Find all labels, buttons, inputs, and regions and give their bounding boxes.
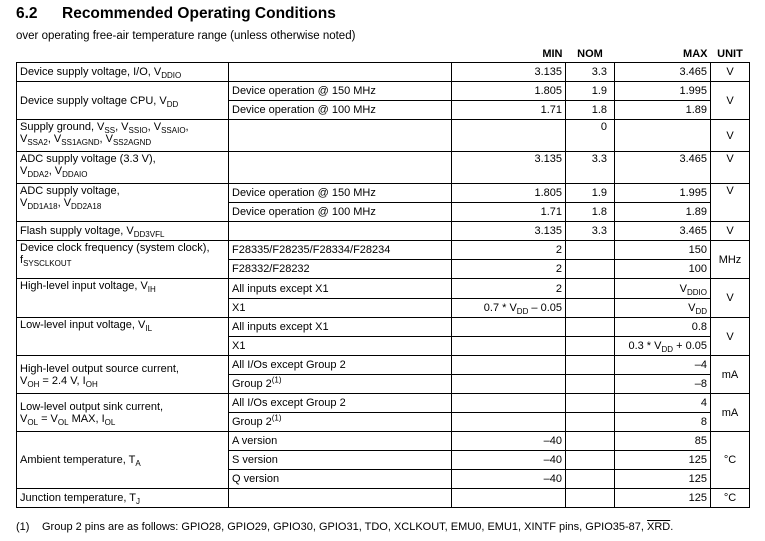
max-cell: 1.995: [615, 184, 711, 203]
max-cell: 3.465: [615, 222, 711, 241]
unit-cell: °C: [711, 432, 750, 489]
header-min: MIN: [452, 46, 566, 63]
max-cell: 1.89: [615, 101, 711, 120]
min-cell: [452, 375, 566, 394]
param-vddio: Device supply voltage, I/O, $V_{DDIO}$: [17, 63, 229, 82]
min-cell: 1.805: [452, 82, 566, 101]
unit-cell: V: [711, 152, 750, 184]
nom-cell: 3.3: [566, 152, 615, 184]
max-cell: 1.89: [615, 203, 711, 222]
max-cell: [615, 120, 711, 152]
min-cell: [452, 489, 566, 508]
param-ta: Ambient temperature, $T_A$: [17, 432, 229, 489]
min-cell: 2: [452, 260, 566, 279]
max-cell: $V_{DD}$: [615, 299, 711, 318]
condition-cell: Device operation @ 100 MHz: [229, 203, 452, 222]
max-cell: 85: [615, 432, 711, 451]
param-vih: High-level input voltage, $V_{IH}$: [17, 279, 229, 318]
condition-cell: [229, 120, 452, 152]
unit-cell: V: [711, 222, 750, 241]
condition-cell: Group 2$^{(1)}$: [229, 413, 452, 432]
nom-cell: [566, 260, 615, 279]
nom-cell: [566, 299, 615, 318]
table-row: [17, 318, 750, 337]
nom-cell: 0: [566, 120, 615, 152]
condition-cell: Device operation @ 100 MHz: [229, 101, 452, 120]
table-row: [17, 241, 750, 260]
max-cell: 3.465: [615, 152, 711, 184]
min-cell: 1.805: [452, 184, 566, 203]
condition-cell: All I/Os except Group 2: [229, 394, 452, 413]
nom-cell: [566, 337, 615, 356]
max-cell: $V_{DDIO}$: [615, 279, 711, 299]
max-cell: –4: [615, 356, 711, 375]
nom-cell: 3.3: [566, 63, 615, 82]
min-cell: 1.71: [452, 203, 566, 222]
condition-cell: F28332/F28232: [229, 260, 452, 279]
max-cell: 8: [615, 413, 711, 432]
footnote-text: Group 2 pins are as follows: GPIO28, GPIO29, GPIO30, GPIO31, TDO, XCLKOUT, EMU0, EMU1, XINTF pins, GPIO35-87,: [42, 521, 648, 533]
condition-cell: X1: [229, 299, 452, 318]
footnote-xrd: $\overline{XRD}$: [647, 521, 671, 533]
max-cell: 125: [615, 489, 711, 508]
nom-cell: 1.8: [566, 203, 615, 222]
nom-cell: [566, 318, 615, 337]
nom-cell: 3.3: [566, 222, 615, 241]
min-cell: –40: [452, 470, 566, 489]
condition-cell: All inputs except X1: [229, 318, 452, 337]
header-row: [17, 46, 750, 63]
unit-cell: V: [711, 279, 750, 318]
unit-cell: mA: [711, 356, 750, 394]
param-vdd: Device supply voltage CPU, $V_{DD}$: [17, 82, 229, 120]
operating-conditions-table: [16, 46, 750, 508]
param-vdda2: ADC supply voltage (3.3 V), $V_{DDA2}$, $V_{DDAIO}$: [17, 152, 229, 184]
header-parameter: [17, 46, 229, 63]
condition-cell: Device operation @ 150 MHz: [229, 184, 452, 203]
min-cell: –40: [452, 451, 566, 470]
table-row: [17, 279, 750, 299]
max-cell: 125: [615, 470, 711, 489]
condition-cell: Q version: [229, 470, 452, 489]
condition-cell: F28335/F28235/F28334/F28234: [229, 241, 452, 260]
table-row: [17, 394, 750, 413]
nom-cell: [566, 279, 615, 299]
min-cell: 3.135: [452, 63, 566, 82]
header-max: MAX: [615, 46, 711, 63]
header-condition: [229, 46, 452, 63]
min-cell: [452, 356, 566, 375]
param-vss: Supply ground, $V_{SS}$, $V_{SSIO}$, $V_{SSAIO}$, $V_{SSA2}$, $V_{SS1AGND}$, $V_{SS2AGND}$: [17, 120, 229, 152]
min-cell: $0.7 * V_{DD} - 0.05$: [452, 299, 566, 318]
nom-cell: [566, 394, 615, 413]
min-cell: 2: [452, 279, 566, 299]
max-cell: 125: [615, 451, 711, 470]
min-cell: [452, 337, 566, 356]
max-cell: 0.8: [615, 318, 711, 337]
table-row: [17, 222, 750, 241]
max-cell: 1.995: [615, 82, 711, 101]
max-cell: 100: [615, 260, 711, 279]
condition-cell: All I/Os except Group 2: [229, 356, 452, 375]
nom-cell: 1.9: [566, 82, 615, 101]
header-nom: NOM: [566, 46, 615, 63]
section-title: Recommended Operating Conditions: [62, 5, 336, 22]
param-tj: Junction temperature, $T_J$: [17, 489, 229, 508]
min-cell: [452, 413, 566, 432]
unit-cell: V: [711, 120, 750, 152]
nom-cell: 1.8: [566, 101, 615, 120]
table-row: [17, 152, 750, 184]
max-cell: $0.3 * V_{DD} + 0.05$: [615, 337, 711, 356]
table-row: [17, 120, 750, 152]
unit-cell: V: [711, 82, 750, 120]
min-cell: [452, 394, 566, 413]
table-row: [17, 82, 750, 101]
table-row: [17, 489, 750, 508]
min-cell: [452, 120, 566, 152]
unit-cell: V: [711, 318, 750, 356]
param-ioh: High-level output source current, $V_{OH} = 2.4$ V, $I_{OH}$: [17, 356, 229, 394]
nom-cell: [566, 470, 615, 489]
condition-cell: All inputs except X1: [229, 279, 452, 299]
condition-cell: A version: [229, 432, 452, 451]
condition-cell: X1: [229, 337, 452, 356]
unit-cell: V: [711, 63, 750, 82]
min-cell: [452, 318, 566, 337]
param-vdd3vfl: Flash supply voltage, $V_{DD3VFL}$: [17, 222, 229, 241]
header-unit: UNIT: [711, 46, 750, 63]
table-row: [17, 356, 750, 375]
nom-cell: [566, 432, 615, 451]
condition-cell: [229, 63, 452, 82]
condition-cell: S version: [229, 451, 452, 470]
table-row: [17, 63, 750, 82]
param-fclk: Device clock frequency (system clock), $f_{SYSCLKOUT}$: [17, 241, 229, 279]
max-cell: –8: [615, 375, 711, 394]
table-row: [17, 184, 750, 203]
condition-cell: [229, 222, 452, 241]
section-number: 6.2: [16, 5, 38, 22]
param-vdd1a18: ADC supply voltage, $V_{DD1A18}$, $V_{DD2A18}$: [17, 184, 229, 222]
section-heading: [16, 5, 336, 23]
nom-cell: [566, 241, 615, 260]
nom-cell: [566, 451, 615, 470]
condition-cell: [229, 152, 452, 184]
footnote-mark: (1): [16, 521, 30, 533]
min-cell: –40: [452, 432, 566, 451]
nom-cell: [566, 413, 615, 432]
max-cell: 4: [615, 394, 711, 413]
max-cell: 3.465: [615, 63, 711, 82]
nom-cell: 1.9: [566, 184, 615, 203]
min-cell: 2: [452, 241, 566, 260]
unit-cell: MHz: [711, 241, 750, 279]
nom-cell: [566, 489, 615, 508]
param-iol: Low-level output sink current, $V_{OL} = V_{OL}$ MAX, $I_{OL}$: [17, 394, 229, 432]
unit-cell: mA: [711, 394, 750, 432]
table-row: [17, 432, 750, 451]
condition-cell: [229, 489, 452, 508]
min-cell: 3.135: [452, 222, 566, 241]
param-vil: Low-level input voltage, $V_{IL}$: [17, 318, 229, 356]
unit-cell: °C: [711, 489, 750, 508]
nom-cell: [566, 356, 615, 375]
max-cell: 150: [615, 241, 711, 260]
min-cell: 3.135: [452, 152, 566, 184]
nom-cell: [566, 375, 615, 394]
condition-cell: Group 2$^{(1)}$: [229, 375, 452, 394]
table-subtitle: over operating free-air temperature range (unless otherwise noted): [16, 30, 356, 42]
footnote: (1) Group 2 pins are as follows: GPIO28, GPIO29, GPIO30, GPIO31, TDO, XCLKOUT, EMU0, EMU1, XINTF pins, GPIO35-87, $\overline{XRD}$.: [16, 521, 674, 533]
unit-cell: V: [711, 184, 750, 222]
condition-cell: Device operation @ 150 MHz: [229, 82, 452, 101]
min-cell: 1.71: [452, 101, 566, 120]
